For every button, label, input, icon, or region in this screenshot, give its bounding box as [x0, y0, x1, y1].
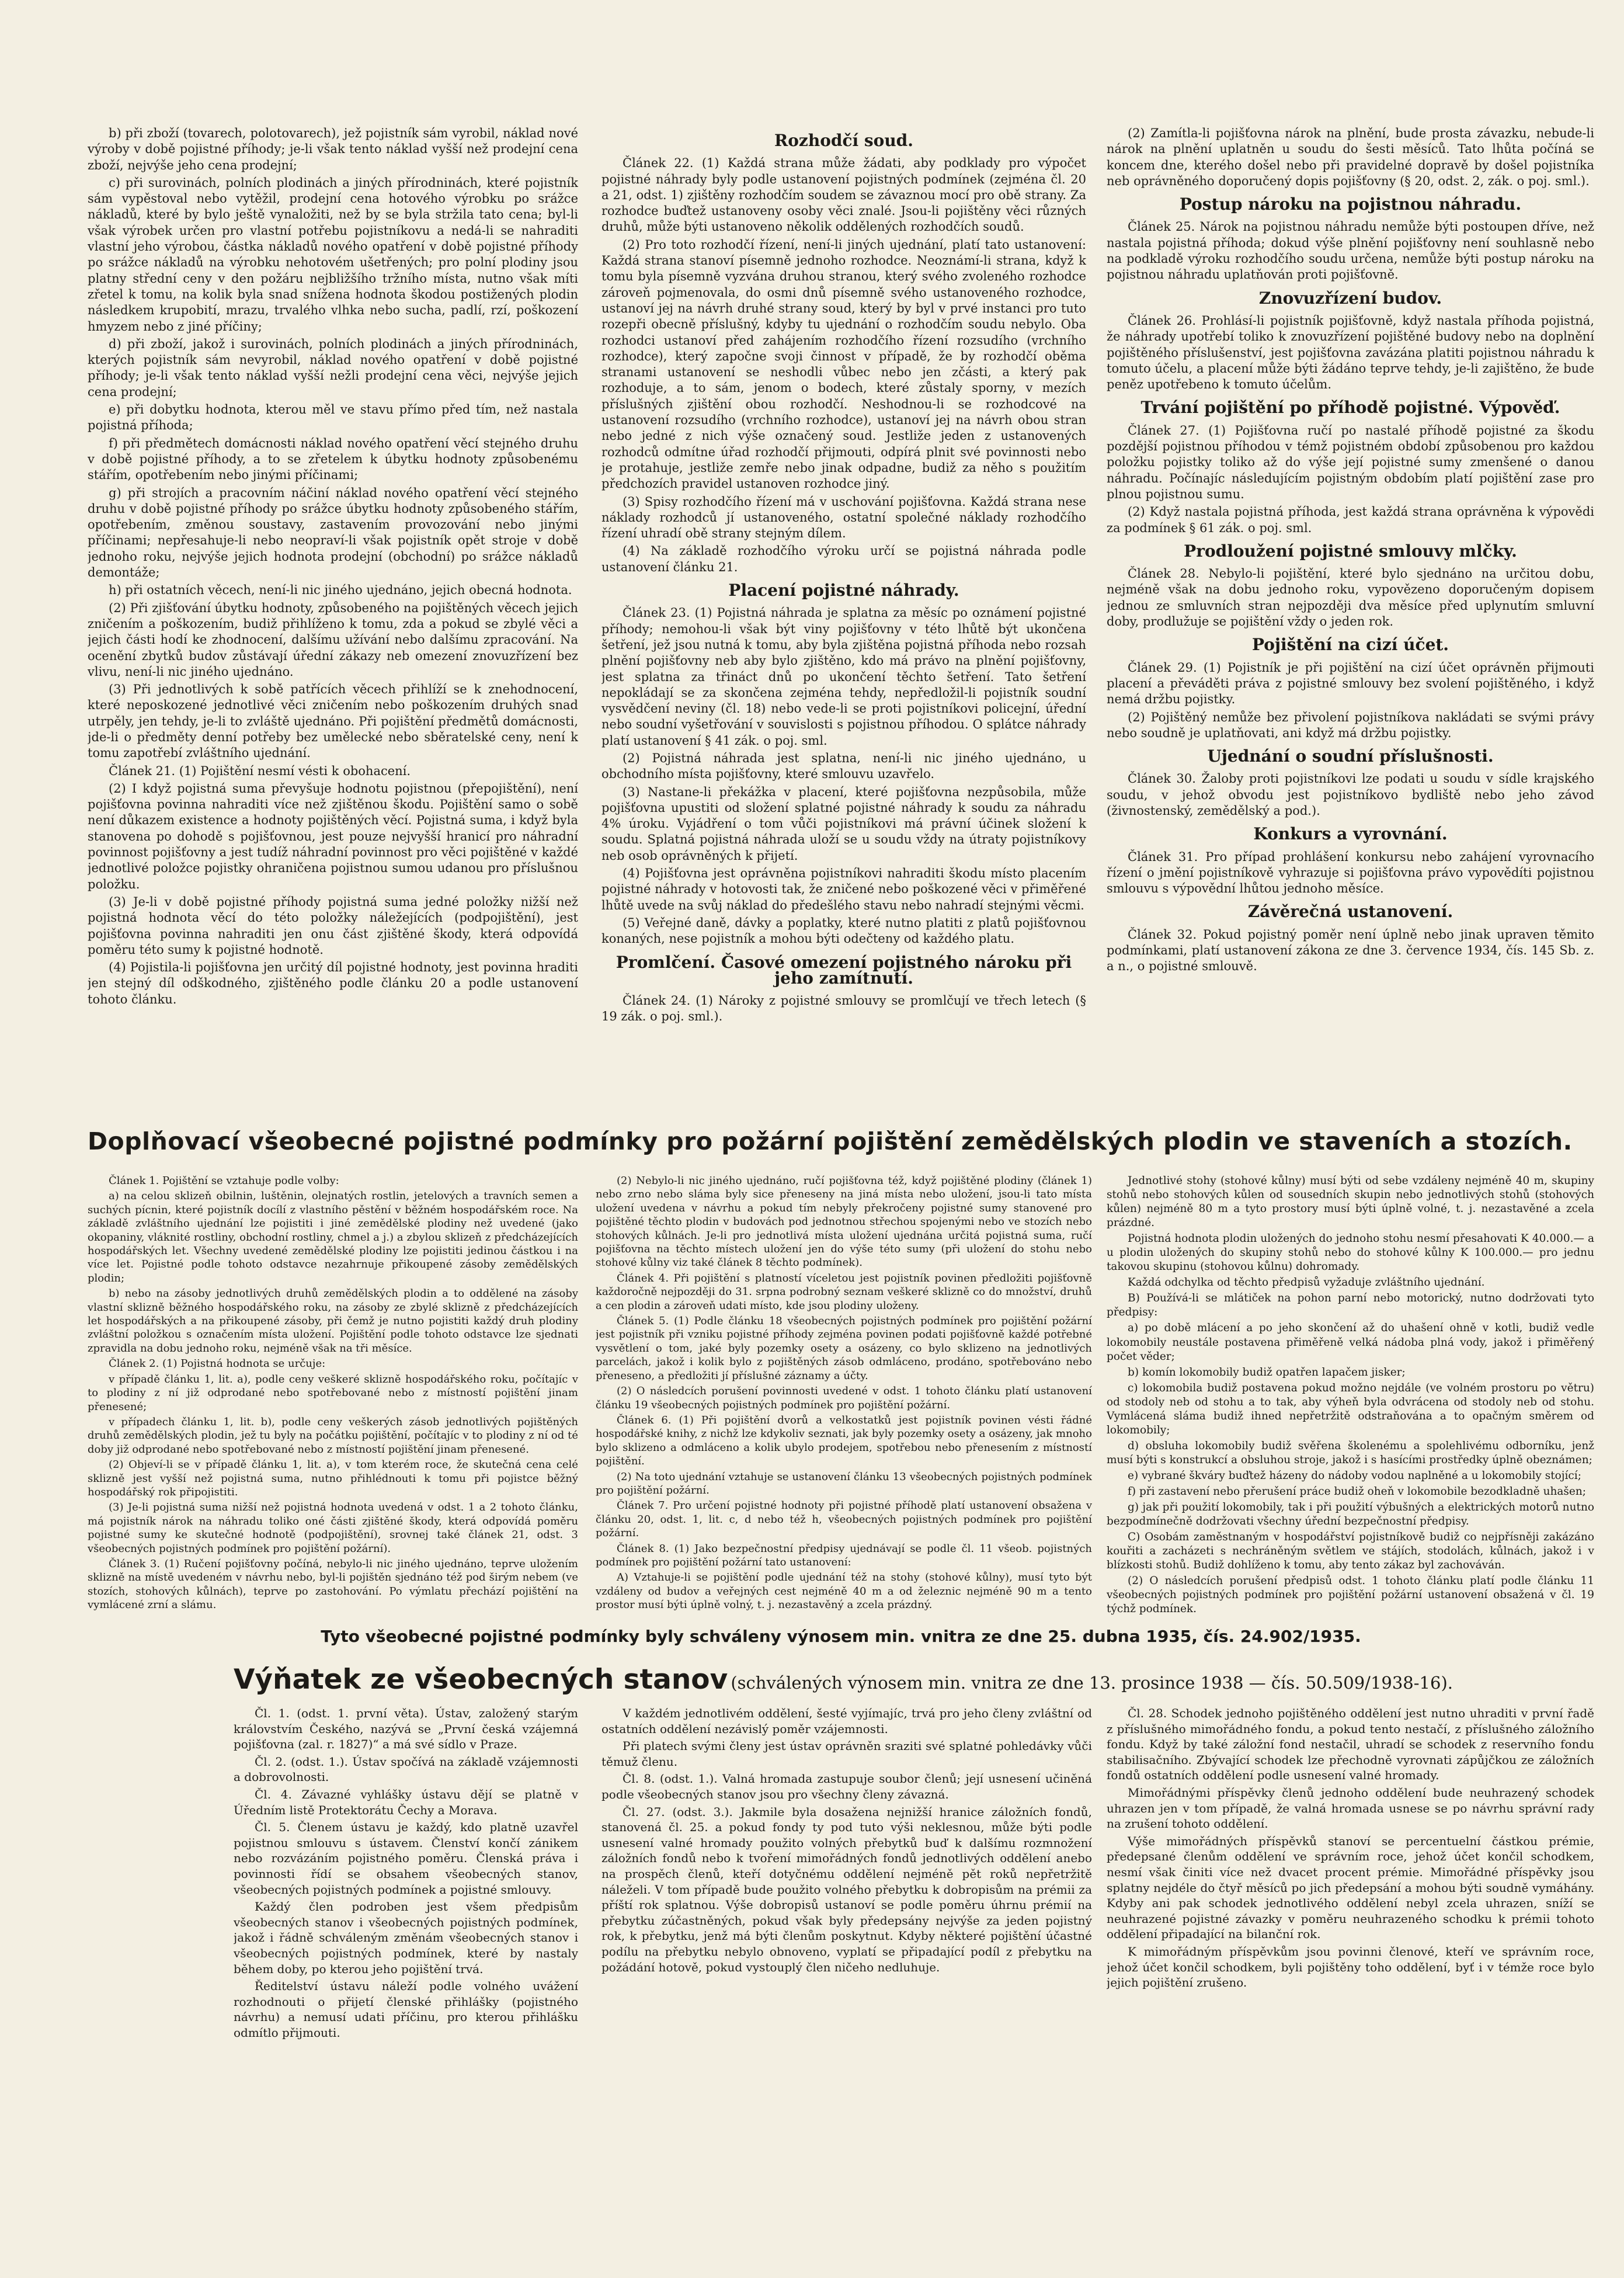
paragraph: (4) Na základě rozhodčího výroku určí se pojistná náhrada podle ustanovení článku 21. [601, 544, 1086, 574]
paragraph: Článek 27. (1) Pojišťovna ručí po nastalé příhodě pojistné za škodu pozdější pojistnou příhodou v témž pojistném období způsobenou pro každou položku pojistky toliko až do výše její pojistné sumy zmenšené o danou náhradu. Počínajíc následujícím pojistným obdobím platí pojištění zase pro plnou pojistnou sumu. [1107, 423, 1594, 501]
heading-placeni: Placení pojistné náhrady. [728, 581, 959, 600]
paragraph: v případech článku 1, lit. b), podle ceny veškerých zásob jednotlivých pojištěných druhů zemědělských plodin, jež tu byly na počátku pojištění, počítajíc v to plodiny z ní od té doby již odprodané nebo spotřebované nebo z místností pojištění jinam přenesené. [88, 1415, 578, 1456]
heading-postup: Postup nároku na pojistnou náhradu. [1179, 195, 1522, 214]
paragraph: (2) Pro toto rozhodčí řízení, není-li jiných ujednání, platí tato ustanovení: Každá strana stanoví písemně jednoho rozhodce. Neoznámí-li strana, když k tomu byla písemně vyzvána druhou stranou, který svého zvoleného rozhodce zároveň pojmenovala, do osmi dnů písemně svého ustanoveného rozhodce, ustanoví jej na návrh druhé strany soud, který by byl v prvé instanci pro tuto rozepři obecně příslušný, kdyby tu ujednání o rozhodčím soudu nebylo. Oba rozhodci ustanoví před zahájením rozhodčího řízení rozsudího (vrchního rozhodce), který započne svoji činnost v případě, že by rozhodčí oběma stranami ustanovení se neshodli vůbec nebo jen zčásti, a který pak rozhoduje, a to sám, jenom o bodech, které zůstaly sporny, v mezích příslušných zjištění obou rozhodčí. Neshodnou-li se rozhodcové na ustanovení rozsudího (vrchního rozhodce), ustanoví jej na návrh obou stran nebo jedné z nich výše označený soud. Jestliže jeden z ustanovených rozhodců odmítne úřad rozhodčí přijmouti, odpírá plnit své povinnosti nebo je protahuje, jestliže zemře nebo jinak odpadne, budiž za něho s použitím předchozích pravidel ustanoven rozhodce jiný. [601, 237, 1086, 491]
paragraph: g) jak při použití lokomobily, tak i při použití výbušných a elektrických motorů nutno bezpodmínečně dodržovati všechny úřední bezpečnostní předpisy. [1107, 1501, 1594, 1528]
paragraph: Čl. 4. Závazné vyhlášky ústavu dějí se platně v Úředním listě Protektorátu Čechy a Morava. [234, 1787, 578, 1817]
band-title: Doplňovací všeobecné pojistné podmínky pro požární pojištění zemědělských plodin ve staveních a stozích. [88, 1127, 1573, 1155]
stanov-subtitle: (schválených výnosem min. vnitra ze dne 13. prosince 1938 — čís. 50.509/1938-16). [731, 1673, 1453, 1693]
paragraph: d) obsluha lokomobily budiž svěřena školenému a spolehlivému odborníku, jenž musí býti s konstrukcí a obsluhou stroje, jakož i s hasícími prostředky úplně obeznámen; [1107, 1439, 1594, 1466]
paragraph: (2) Při zjišťování úbytku hodnoty, způsobeného na pojištěných věcech jejich zničením a poškozením, budiž přihlíženo k tomu, zda a pokud se zbylé věci a jejich části hodí ke zhodnocení, dalšímu užívání nebo dalšímu zpracování. Na ocenění zbytků budov zůstávají úřední zákazy neb omezení znovuzřízení bez vlivu, není-li nic jiného ujednáno. [88, 600, 578, 679]
paragraph: Článek 5. (1) Podle článku 18 všeobecných pojistných podmínek pro pojištění požární jest pojistník při vzniku pojistné příhody zejména povinen podati pojišťovně každé potřebné vysvětlení o tom, jaké byly pozemky osety a osázeny, co bylo sklizeno na jednotlivých parcelách, jakož i kolik bylo z pojištěných zásob odmláceno, prodáno, spotřebováno nebo přeneseno, a předložiti jí příslušné záznamy a účty. [596, 1315, 1092, 1382]
paragraph: b) nebo na zásoby jednotlivých druhů zemědělských plodin a to oddělené na zásoby vlastní sklizně běžného hospodářského roku, na zásoby ze zbylé sklizně z předcházejících let hospodářských a na přikoupené zásoby, při čemž je nutno pojistiti každý druh plodiny zvláštní položkou s označením místa uložení. Pojištění podle tohoto odstavce lze sjednati zpravidla na dobu jednoho roku, nejméně však na tři měsíce. [88, 1287, 578, 1355]
heading-konkurs: Konkurs a vyrovnání. [1253, 824, 1448, 844]
heading-trvani: Trvání pojištění po příhodě pojistné. Výpověď. [1140, 398, 1560, 418]
heading-prodlouzeni: Prodloužení pojistné smlouvy mlčky. [1184, 541, 1517, 561]
paragraph: a) na celou sklizeň obilnin, luštěnin, olejnatých rostlin, jetelových a travních semen a suchých pícnin, které pojistník docílí z vlastního pěstění v běžném hospodářském roce. Na základě zvláštního ujednání lze pojistiti i jiné zemědělské plodiny než uvedené (jako okopaniny, vláknité rostliny, obchodní rostliny, chmel a j.) a zbylou sklizeň z předcházejících hospodářských let. Všechny uvedené zemědělské plodiny lze pojistiti jedinou částkou i na více let. Pojistné podle tohoto odstavce nezahrnuje přikoupené zásoby zemědělských plodin; [88, 1190, 578, 1284]
paragraph: Článek 32. Pokud pojistný poměr není úplně nebo jinak upraven těmito podmínkami, platí ustanovení zákona ze dne 3. července 1934, čís. 145 Sb. z. a n., o pojistné smlouvě. [1107, 927, 1594, 974]
paragraph: K mimořádným příspěvkům jsou povinni členové, kteří ve správním roce, jehož účet končil schodkem, byli pojištěny toho oddělení, byť i v témže roce bylo jejich pojištění zrušeno. [1107, 1944, 1594, 1990]
paragraph: Článek 29. (1) Pojistník je při pojištění na cizí účet oprávněn přijmouti placení a převáděti práva z pojistné smlouvy bez svolení pojištěného, i když nemá držbu pojistky. [1107, 660, 1594, 707]
top-column-2 [601, 126, 1086, 1075]
paragraph: Článek 26. Prohlásí-li pojistník pojišťovně, když nastala příhoda pojistná, že náhrady upotřebí toliko k znovuzřízení pojištěné budovy nebo na doplnění pojištěného příslušenství, jest pojišťovna zavázána platiti pojistnou náhradu k tomuto účelu, a placení může býti žádáno teprve tehdy, je-li zajištěno, že bude peněz upotřebeno k tomuto účelům. [1107, 313, 1594, 392]
stanov-heading [234, 1664, 1453, 1696]
paragraph: Článek 3. (1) Ručení pojišťovny počíná, nebylo-li nic jiného ujednáno, teprve uložením sklizně na místě uvedeném v návrhu nebo, byl-li pojištěn sjednáno též pod širým nebem (ve stozích, stohových kůlnách), teprve po zastohování. Po výmlatu přechází pojištění na vymlácené zrní a slámu. [88, 1557, 578, 1612]
paragraph: Článek 23. (1) Pojistná náhrada je splatna za měsíc po oznámení pojistné příhody; nemohou-li však být viny pojišťovny v této lhůtě být ukončena šetření, jež jsou nutná k tomu, aby byla zjištěna pojistná příhoda nebo rozsah plnění pojišťovny neb aby bylo zjištěno, kdo má právo na plnění pojišťovny, jest splatna za třináct dnů po ukončení těchto šetření. Tato šetření nepokládají se za skončena zejména tehdy, nepředložil-li pojistník soudní vysvědčení neviny (čl. 18) nebo vede-li se proti pojistníkovi policejní, úřední nebo soudní vyšetřování v souvislosti s pojistnou příhodou. O splátce náhrady platí ustanovení § 41 zák. o poj. sml. [601, 606, 1086, 748]
paragraph: c) lokomobila budiž postavena pokud možno nejdále (ve volném prostoru po větru) od stodoly neb od stohu a to tak, aby výheň byla odvrácena od stodoly neb od stohu. Vymlácená sláma budiž ihned nepřetržitě odstraňována a to opačným směrem od lokomobily; [1107, 1381, 1594, 1436]
paragraph: b) komín lokomobily budiž opatřen lapačem jisker; [1128, 1366, 1406, 1378]
paragraph: B) Používá-li se mlátiček na pohon parní nebo motorický, nutno dodržovati tyto předpisy: [1107, 1292, 1594, 1319]
paragraph: (3) Spisy rozhodčího řízení má v uschování pojišťovna. Každá strana nese náklady rozhodců jí ustanoveného, ostatní společné náklady rozhodčího řízení uhradí obě strany stejným dílem. [601, 494, 1086, 541]
paragraph: (2) Když nastala pojistná příhoda, jest každá strana oprávněna k výpovědi za podmínek § 61 zák. o poj. sml. [1107, 505, 1594, 535]
paragraph: (2) Pojistná náhrada jest splatna, není-li nic jiného ujednáno, u obchodního místa pojišťovny, které smlouvu uzavřelo. [601, 751, 1086, 782]
heading-znovuzrizeni: Znovuzřízení budov. [1258, 288, 1442, 308]
paragraph: (2) I když pojistná suma převyšuje hodnotu pojistnou (přepojištění), není pojišťovna povinna nahraditi více než zjištěnou škodu. Pojištění samo o sobě není důkazem existence a hodnoty pojištěných věcí. Pojistná suma, i když byla stanovena po dohodě s pojišťovnou, jest pouze nejvyšší hranicí pro náhradní povinnost pojišťovny a jest tudíž náhradní povinnost pro věci pojištěné v každé jednotlivé položce pojistky ohraničena pojistnou sumou udanou pro příslušnou položku. [88, 781, 578, 891]
paragraph: e) při dobytku hodnota, kterou měl ve stavu přímo před tím, než nastala pojistná příhoda; [88, 402, 578, 433]
paragraph: v případě článku 1, lit. a), podle ceny veškeré sklizně hospodářského roku, počítajíc v to plodiny z ní již odprodané nebo spotřebované nebo z místností pojištění jinam přenesené; [88, 1373, 578, 1413]
paragraph: (2) O následcích porušení předpisů odst. 1 tohoto článku platí podle článku 11 všeobecných pojistných podmínek pro pojištění požární ustanovení obsažená v čl. 19 týchž podmínek. [1107, 1575, 1594, 1616]
paragraph: Článek 25. Nárok na pojistnou náhradu nemůže býti postoupen dříve, než nastala pojistná příhoda; dokud výše plnění pojišťovny není souhlasně nebo na podkladě výroku rozhodčího soudu určena, nemůže býti postup nároku na pojistnou náhradu uplatňován proti pojišťovně. [1107, 220, 1594, 282]
paragraph: Článek 4. Při pojištění s platností víceletou jest pojistník povinen předložiti pojišťovně každoročně nejpozději do 31. srpna podrobný seznam veškeré sklizně co do množství, druhů a cen plodin a zároveň udati místo, kde jsou plodiny uloženy. [596, 1272, 1092, 1312]
paragraph: (2) O následcích porušení povinnosti uvedené v odst. 1 tohoto článku platí ustanovení článku 19 všeobecných pojistných podmínek pro pojištění požární. [596, 1385, 1092, 1411]
paragraph: f) při předmětech domácnosti náklad nového opatření věcí stejného druhu v době pojistné příhody, a to se zřetelem k úbytku hodnoty způsobenému stářím, opotřebením nebo jinými příčinami; [88, 436, 578, 482]
paragraph: V každém jednotlivém oddělení, šesté vyjímajíc, trvá pro jeho členy zvláštní od ostatních oddělení nezávislý poměr vzájemnosti. [601, 1706, 1092, 1736]
paragraph: (2) Zamítla-li pojišťovna nárok na plnění, bude prosta závazku, nebude-li nárok na plnění uplatněn u soudu do šesti měsíců. Tato lhůta počíná se koncem dne, kterého došel nebo při pravidelné dopravě by došel pojistníka neb oprávněného doporučený dopis pojišťovny (§ 20, odst. 2, zák. o poj. sml.). [1107, 126, 1594, 188]
paragraph: Čl. 8. (odst. 1.). Valná hromada zastupuje soubor členů; její usnesení učiněná podle všeobecných stanov jsou pro všechny členy závazná. [601, 1772, 1092, 1801]
paragraph: Ředitelství ústavu náleží podle volného uvážení rozhodnouti o přijetí členské přihlášky (pojistného návrhu) a nemusí udati příčinu, pro kterou přihlášku odmítlo přijmouti. [234, 1979, 578, 2040]
paragraph: c) při surovinách, polních plodinách a jiných přírodninách, které pojistník sám vypěstoval nebo vytěžil, prodejní cena hotového výrobku po srážce nákladů, které by bylo ještě vynaložiti, než by se byla stržila tato cena; byl-li však výrobek určen pro vlastní potřebu pojistníkovu a nedá-li se nahraditi vlastní jeho výrobou, částka nákladů nového opatření v době pojistné příhody po srážce nákladů na výrobku nehotovém ušetřených; pro polní plodiny jsou platny střední ceny v den požáru nejbližšího tržního místa, nutno však míti zřetel k tomu, na kolik byla snad snížena hodnota škodou postižených plodin následkem krupobití, mrazu, trvalého vlhka nebo sucha, padlí, rzí, poškození hmyzem nebo z jiné příčiny; [88, 175, 578, 334]
paragraph: f) při zastavení nebo přerušení práce budiž oheň v lokomobile bezodkladně uhašen; [1128, 1485, 1587, 1498]
heading-zaverecna: Závěrečná ustanovení. [1247, 902, 1453, 922]
paragraph: Čl. 27. (odst. 3.). Jakmile byla dosažena nejnižší hranice záložních fondů, stanovená čl. 25. a pokud fondy ty pod tuto výši neklesnou, může býti podle usnesení valné hromady použito volných přebytků buď k dalšímu rozmnožení záložních fondů nebo k tvoření mimořádných fondů jednotlivých oddělení anebo na prospěch členů, kteří dotyčnému oddělení nejméně pět roků nepřetržitě náleželi. V tom případě bude použito volného přebytku k dobropisům na prémii za příští rok splatnou. Výše dobropisů ustanoví se podle poměru úhrnu prémií na přebytku zúčastněných, pokud však byly předepsány nejvýše za jeden pojistný rok, k přebytku, jenž má býti členům poskytnut. Kdyby některé pojištění účastné podílu na přebytku nebylo obnoveno, vyplatí se připadající podíl z přebytku na požádání hotově, pokud vystouplý člen ničeho nedluhuje. [601, 1804, 1092, 1974]
paragraph: Každá odchylka od těchto předpisů vyžaduje zvláštního ujednání. [1128, 1276, 1485, 1289]
heading-soudni: Ujednání o soudní příslušnosti. [1207, 746, 1494, 766]
approval-note: Tyto všeobecné pojistné podmínky byly schváleny výnosem min. vnitra ze dne 25. dubna 1935, čís. 24.902/1935. [321, 1627, 1361, 1646]
paragraph: b) při zboží (tovarech, polotovarech), jež pojistník sám vyrobil, náklad nové výroby v době pojistné příhody; je-li však tento náklad vyšší než prodejní cena zboží, nejvýše jeho cena prodejní; [88, 126, 578, 172]
heading-rozhodci-soud: Rozhodčí soud. [774, 131, 913, 150]
stanov-column-1 [234, 1706, 578, 2208]
paragraph: Článek 21. (1) Pojištění nesmí vésti k obohacení. [109, 763, 411, 778]
paragraph: Každý člen podroben jest všem předpisům všeobecných stanov i všeobecných pojistných podmínek, jakož i řádně schváleným změnám všeobecných stanov i všeobecných pojistných podmínek, které by nastaly během doby, po kterou jeho pojištění trvá. [234, 1900, 578, 1976]
paragraph: Mimořádnými příspěvky členů jednoho oddělení bude neuhrazený schodek uhrazen jen v tom případě, že valná hromada usnese se po návrhu správní rady na zrušení tohoto oddělení. [1107, 1785, 1594, 1831]
stanov-column-3 [1107, 1706, 1594, 2208]
top-column-3 [1107, 126, 1594, 1075]
paragraph: Článek 6. (1) Při pojištění dvorů a velkostatků jest pojistník povinen vésti řádné hospodářské knihy, z nichž lze kdykoliv seznati, jak byly pozemky osety a osázeny, jak mnoho bylo sklizeno a odmláceno a kolik ubylo prodejem, spotřebou nebo přenesením z místností pojištění. [596, 1414, 1092, 1468]
paragraph: Článek 8. (1) Jako bezpečnostní předpisy ujednávají se podle čl. 11 všeob. pojistných podmínek pro pojištění požární tato ustanovení: [596, 1542, 1092, 1568]
band-column-1 [88, 1174, 578, 1624]
paragraph: Článek 28. Nebylo-li pojištění, které bylo sjednáno na určitou dobu, nejméně však na dobu jednoho roku, vypovězeno doporučeným dopisem jednou ze smluvních stran nejpozději dva měsíce před uplynutím smluvní doby, prodlužuje se pojištění vždy o jeden rok. [1107, 567, 1594, 629]
paragraph: Jednotlivé stohy (stohové kůlny) musí býti od sebe vzdáleny nejméně 40 m, skupiny stohů nebo stohových kůlen od sousedních skupin nebo jednotlivých stohů (stohových kůlen) nejméně 80 m a tyto prostory musí býti úplně volné, t. j. nezastavěné a zcela prázdné. [1107, 1175, 1594, 1230]
paragraph: Čl. 2. (odst. 1.). Ústav spočívá na základě vzájemnosti a dobrovolnosti. [234, 1754, 578, 1784]
top-column-1 [88, 126, 578, 1075]
paragraph: e) vybrané škváry buďtež házeny do nádoby vodou naplněné a u lokomobily stojící; [1128, 1469, 1581, 1482]
paragraph: (3) Je-li v době pojistné příhody pojistná suma jedné položky nižší než pojistná hodnota věcí do této položky náležejících (podpojištění), jest pojišťovna povinna nahraditi jen onu část zjištěné škody, která odpovídá poměru této sumy k pojistné hodnotě. [88, 894, 578, 957]
paragraph: Článek 7. Pro určení pojistné hodnoty při pojistné příhodě platí ustanovení obsažena v článku 20, odst. 1, lit. c, d nebo též h, všeobecných pojistných podmínek pro pojištění požární. [596, 1499, 1092, 1540]
paragraph: (2) Objeví-li se v případě článku 1, lit. a), v tom kterém roce, že skutečná cena celé sklizně jest vyšší než pojistná suma, nutno přihlédnouti k tomu při pojistce běžný hospodářský rok připojistiti. [88, 1459, 578, 1498]
paragraph: (2) Pojištěný nemůže bez přivolení pojistníkova nakládati se svými právy nebo soudně je uplatňovati, ani když má držbu pojistky. [1107, 710, 1594, 740]
paragraph: (5) Veřejné daně, dávky a poplatky, které nutno platiti z platů pojišťovnou konaných, nese pojistník a mohou býti odečteny od každého platu. [601, 915, 1086, 946]
band-column-3 [1107, 1174, 1594, 1624]
paragraph: (3) Nastane-li překážka v placení, které pojišťovna nezpůsobila, může pojišťovna upustiti od složení splatné pojistné náhrady k soudu za náhradu 4% úroku. Vyjádření o tom vůči pojistníkovi má právní účinek složení k soudu. Splatná pojistná náhrada uloží se u soudu vždy na útraty pojistníkovy neb osob oprávněných k přijetí. [601, 784, 1086, 863]
paragraph: Při platech svými členy jest ústav oprávněn sraziti své splatné pohledávky vůči těmuž členu. [601, 1739, 1092, 1769]
paragraph: Výše mimořádných příspěvků stanoví se percentuelní částkou prémie, předepsané členům oddělení ve správním roce, jehož účet končil schodkem, nesmí však činiti více než dvacet procent prémie. Mimořádné příspěvky jsou splatny nejdéle do čtyř měsíců po jich předepsání a mohou býti soudně vymáhány. Kdyby ani pak schodek jednotlivého oddělení nebyl zcela uhrazen, sníží se neuhrazené pojistné závazky v poměru neuhrazeného schodku k prémii tohoto oddělení připadající na bilanční rok. [1107, 1833, 1594, 1942]
paragraph: d) při zboží, jakož i surovinách, polních plodinách a jiných přírodninách, kterých pojistník sám nevyrobil, náklad nového opatření v době pojistné příhody; je-li však tento náklad vyšší nežli prodejní cena věci, nejvýše jejich cena prodejní; [88, 336, 578, 399]
paragraph: A) Vztahuje-li se pojištění podle ujednání též na stohy (stohové kůlny), musí tyto být vzdáleny od budov a veřejných cest nejméně 40 m a od železnic nejméně 90 m a tento prostor musí býti úplně volný, t. j. nezastavěný a zcela prázdný. [596, 1571, 1092, 1612]
paragraph: a) po době mlácení a po jeho skončení až do uhašení ohně v kotli, budiž vedle lokomobily neustále postavena přiměřeně velká nádoba plná vody, jakož i přiměřený počet věder; [1107, 1322, 1594, 1363]
paragraph: Článek 22. (1) Každá strana může žádati, aby podklady pro výpočet pojistné náhrady byly podle ustanovení pojistných podmínek (zejména čl. 20 a 21, odst. 1) zjištěny rozhodčím soudem se závaznou mocí pro obě strany. Za rozhodce buďtež ustanoveny osoby věci znalé. Jsou-li pojištěny věci různých druhů, může býti ustanoveno několik oddělených rozhodčích soudů. [601, 156, 1086, 234]
paragraph: (3) Je-li pojistná suma nižší než pojistná hodnota uvedená v odst. 1 a 2 tohoto článku, má pojistník nárok na náhradu toliko oné části zjištěné škody, která odpovídá poměru pojistné sumy ke skutečné hodnotě (podpojištění), srovnej také článek 21, odst. 3 všeobecných pojistných podmínek pro pojištění požární). [88, 1501, 578, 1555]
paragraph: C) Osobám zaměstnaným v hospodářství pojistníkově budiž co nejpřísněji zakázáno kouřiti a zacházeti s nechráněným světlem ve stájích, stodolách, kůlnách, jakož i v blízkosti stohů. Budiž dohlíženo k tomu, aby tento zákaz byl zachováván. [1107, 1531, 1594, 1572]
paragraph: (3) Při jednotlivých k sobě patřících věcech přihlíží se k znehodnocení, které neposkozené jednotlivé věci zničením nebo poškozením druhých snad utrpěly, jen tehdy, je-li to zvláště ujednáno. Při pojištění předmětů domácnosti, jde-li o předměty denní potřeby bez umělecké nebo sběratelské ceny, není k tomu zapotřebí zvláštního ujednání. [88, 682, 578, 761]
band-column-2 [596, 1174, 1092, 1624]
paragraph: (4) Pojišťovna jest oprávněna pojistníkovi nahraditi škodu místo placením pojistné náhrady v hotovosti tak, že zničené nebo poškozené věci v přiměřené lhůtě uvede na svůj náklad do předešlého stavu nebo nahradí stejnými věcmi. [601, 866, 1086, 912]
paragraph: Čl. 1. (odst. 1. první věta). Ústav, založený starým královstvím Českého, nazývá se „První česká vzájemná pojišťovna (zal. r. 1827)“ a má své sídlo v Praze. [234, 1706, 578, 1752]
heading-promlceni: Promlčení. Časové omezení pojistného nároku při jeho zamítnutí. [615, 952, 1072, 988]
paragraph: Článek 31. Pro případ prohlášení konkursu nebo zahájení vyrovnacího řízení o jmění pojistníkově vyhrazuje si pojišťovna právo vypovědíti pojistnou smlouvu s výpovědní lhůtou jednoho měsíce. [1107, 849, 1594, 896]
paragraph: g) při strojích a pracovním náčiní náklad nového opatření věcí stejného druhu v době pojistné příhody po srážce úbytku hodnoty způsobeného stářím, opotřebením, změnou soustavy, zastavením provozování nebo jinými příčinami; nepřesahuje-li nebo neopraví-li však pojistník opět stroje v době jednoho roku, nejvýše jejich hodnota prodejní (obchodní) po srážce nákladů demontáže; [88, 485, 578, 580]
paragraph: Článek 2. (1) Pojistná hodnota se určuje: [109, 1357, 326, 1370]
paragraph: (2) Nebylo-li nic jiného ujednáno, ručí pojišťovna též, když pojištěné plodiny (článek 1) nebo zrno nebo sláma byly sice přeneseny na jiná místa nebo uložení, jsou-li tato místa uložení uvedena v návrhu a pokud tím nebyly překročeny pojistné sumy stanovené pro pojištěné těchto plodin v budovách pod jednotnou střechou spojenými nebo ve stozích nebo stohových kůlnách. Je-li pro jednotlivá místa uložení ujednána určitá pojistná suma, ručí pojišťovna na těchto místech uložení jen do výše této sumy (při uložení do stohu nebo stohové kůlny viz také článek 8 těchto podmínek). [596, 1175, 1092, 1269]
paragraph: (4) Pojistila-li pojišťovna jen určitý díl pojistné hodnoty, jest povinna hraditi jen stejný díl odškodného, zjištěného podle článku 20 a podle ustanovení tohoto článku. [88, 960, 578, 1006]
paragraph: Článek 24. (1) Nároky z pojistné smlouvy se promlčují ve třech letech (§ 19 zák. o poj. sml.). [601, 994, 1086, 1024]
paragraph: (2) Na toto ujednání vztahuje se ustanovení článku 13 všeobecných pojistných podmínek pro pojištění požární. [596, 1470, 1092, 1496]
heading-cizi-ucet: Pojištění na cizí účet. [1251, 635, 1449, 655]
stanov-title: Výňatek ze všeobecných stanov [234, 1664, 728, 1696]
paragraph: Čl. 5. Členem ústavu je každý, kdo platně uzavřel pojistnou smlouvu s ústavem. Členství končí zánikem nebo rozvázáním pojistného poměru. Členská práva i povinnosti řídí se obsahem všeobecných stanov, všeobecných pojistných podmínek a pojistné smlouvy. [234, 1820, 578, 1897]
paragraph: Čl. 28. Schodek jednoho pojištěného oddělení jest nutno uhraditi v první řadě z příslušného mimořádného fondu, a pokud tento nestačí, z příslušného záložního fondu. Když by také záložní fond nestačil, uhradí se schodek z reservního fondu stabilisačního. Zbývající schodek lze přechodně vyrovnati zápůjčkou ze záložních fondů ostatních oddělení podle usnesení valné hromady. [1107, 1706, 1594, 1783]
paragraph: h) při ostatních věcech, není-li nic jiného ujednáno, jejich obecná hodnota. [109, 583, 572, 598]
paragraph: Pojistná hodnota plodin uložených do jednoho stohu nesmí přesahovati K 40.000.— a u plodin uložených do skupiny stohů nebo do stohové kůlny K 100.000.— pro jednu takovou skupinu (stohovou kůlnu) dohromady. [1107, 1232, 1594, 1273]
paragraph: Článek 30. Žaloby proti pojistníkovi lze podati u soudu v sídle krajského soudu, v jehož obvodu jest pojistníkovo bydliště nebo jeho závod (živnostenský, zemědělský a pod.). [1107, 772, 1594, 818]
stanov-column-2 [601, 1706, 1092, 2208]
paragraph: Článek 1. Pojištění se vztahuje podle volby: [109, 1175, 339, 1187]
